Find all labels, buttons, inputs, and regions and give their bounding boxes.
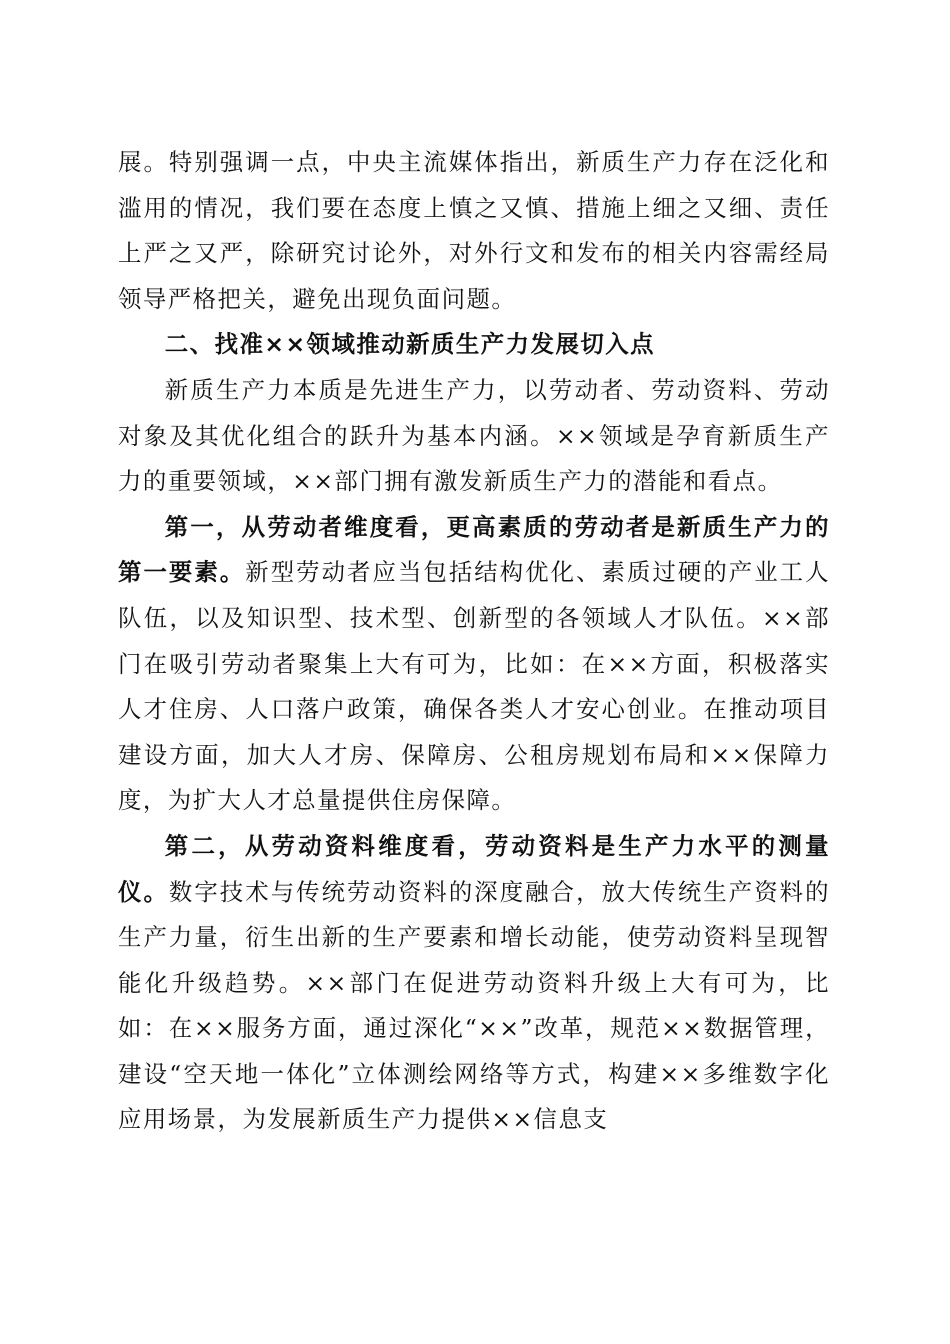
- document-body: [118, 140, 830, 1143]
- paragraph-continued: 展。特别强调一点，中央主流媒体指出，新质生产力存在泛化和滥用的情况，我们要在态度上慎之又慎、措施上细之又细、责任上严之又严，除研究讨论外，对外行文和发布的相关内容需经局领导严格把关，避免出现负面问题。: [118, 148, 830, 313]
- paragraph-labor-lead: 第一，从劳动者维度看，更高素质的劳动者是新质生产力的第一要素。: [118, 512, 830, 587]
- paragraph-means-lead: 第二，从劳动资料维度看，劳动资料是生产力水平的测量仪。: [118, 831, 830, 906]
- section-heading: 二、找准××领域推动新质生产力发展切入点: [164, 330, 656, 359]
- paragraph-means: [118, 824, 830, 1143]
- paragraph-labor-text: 新型劳动者应当包括结构优化、素质过硬的产业工人队伍，以及知识型、技术型、创新型的各领域人才队伍。××部门在吸引劳动者聚集上大有可为，比如：在××方面，积极落实人才住房、人口落户政策，确保各类人才安心创业。在推动项目建设方面，加大人才房、保障房、公租房规划布局和××保障力度，为扩大人才总量提供住房保障。: [118, 558, 831, 815]
- paragraph-means-text: 数字技术与传统劳动资料的深度融合，放大传统生产资料的生产力量，衍生出新的生产要素和增长动能，使劳动资料呈现智能化升级趋势。××部门在促进劳动资料升级上大有可为，比如：在××服务方面，通过深化“××”改革，规范××数据管理，建设“空天地一体化”立体测绘网络等方式，构建××多维数字化应用场景，为发展新质生产力提供××信息支: [118, 877, 831, 1134]
- paragraph-intro: 新质生产力本质是先进生产力，以劳动者、劳动资料、劳动对象及其优化组合的跃升为基本内涵。××领域是孕育新质生产力的重要领域，××部门拥有激发新质生产力的潜能和看点。: [118, 375, 830, 496]
- paragraph-labor: [118, 505, 830, 824]
